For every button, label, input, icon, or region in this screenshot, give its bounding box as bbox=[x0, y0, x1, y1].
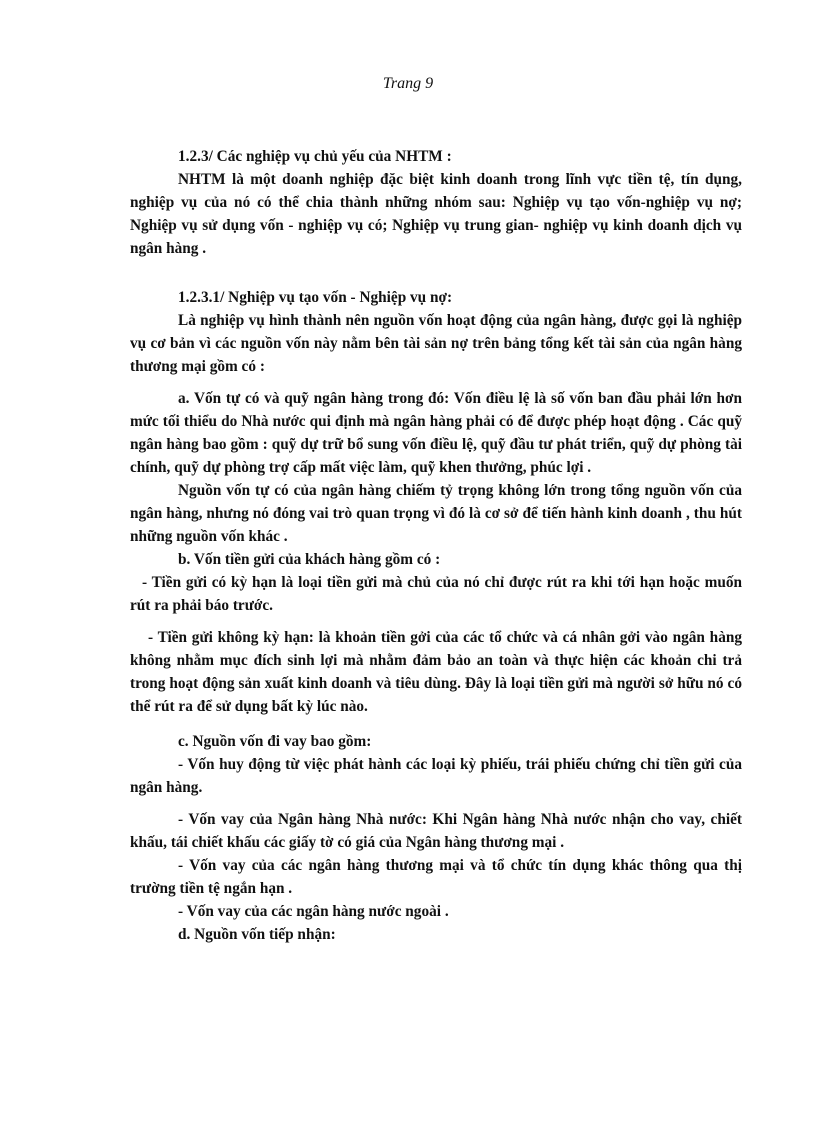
item-b-bullet-1: - Tiền gửi có kỳ hạn là loại tiền gửi mà chủ của nó chỉ được rút ra khi tới hạn hoặc muốn rút ra phải báo trước. bbox=[130, 574, 742, 614]
item-b-heading: b. Vốn tiền gửi của khách hàng gồm có : bbox=[178, 551, 441, 568]
item-d-heading: d. Nguồn vốn tiếp nhận: bbox=[178, 926, 336, 943]
page-body bbox=[130, 145, 742, 946]
item-c-bullet-3: - Vốn vay của các ngân hàng thương mại và tổ chức tín dụng khác thông qua thị trường tiền tệ ngắn hạn . bbox=[130, 857, 742, 897]
item-c-bullet-2: - Vốn vay của Ngân hàng Nhà nước: Khi Ngân hàng Nhà nước nhận cho vay, chiết khấu, tái chiết khấu các giấy tờ có giá của Ngân hàng thương mại . bbox=[130, 811, 742, 851]
item-a-paragraph-2: Nguồn vốn tự có của ngân hàng chiếm tỷ trọng không lớn trong tổng nguồn vốn của ngân hàng, nhưng nó đóng vai trò quan trọng vì đó là cơ sở để tiến hành kinh doanh , thu hút những nguồn vốn khác . bbox=[130, 482, 742, 545]
page-header: Trang 9 bbox=[382, 75, 434, 92]
item-a-paragraph: a. Vốn tự có và quỹ ngân hàng trong đó: Vốn điều lệ là số vốn ban đầu phải lớn hơn mức tối thiểu do Nhà nước qui định mà ngân hàng phải có để được phép hoạt động . Các quỹ ngân hàng bao gồm : quỹ dự trữ bổ sung vốn điều lệ, quỹ đầu tư phát triển, quỹ dự phòng tài chính, quỹ dự phòng trợ cấp mất việc làm, quỹ khen thưởng, phúc lợi . bbox=[130, 390, 742, 476]
item-c-bullet-1: - Vốn huy động từ việc phát hành các loại kỳ phiếu, trái phiếu chứng chỉ tiền gửi của ngân hàng. bbox=[130, 756, 742, 796]
item-b-bullet-2: - Tiền gửi không kỳ hạn: là khoản tiền gởi của các tổ chức và cá nhân gởi vào ngân hàng không nhằm mục đích sinh lợi mà nhằm đảm bảo an toàn và thực hiện các khoản chi trả trong hoạt động sản xuất kinh doanh và tiêu dùng. Đây là loại tiền gửi mà người sở hữu nó có thể rút ra để sử dụng bất kỳ lúc nào. bbox=[130, 629, 742, 715]
section-heading-1-2-3-1: 1.2.3.1/ Nghiệp vụ tạo vốn - Nghiệp vụ nợ: bbox=[178, 289, 453, 306]
section-paragraph: NHTM là một doanh nghiệp đặc biệt kinh doanh trong lĩnh vực tiền tệ, tín dụng, nghiệp vụ của nó có thể chia thành những nhóm sau: Nghiệp vụ tạo vốn-nghiệp vụ nợ; Nghiệp vụ sử dụng vốn - nghiệp vụ có; Nghiệp vụ trung gian- nghiệp vụ kinh doanh dịch vụ ngân hàng . bbox=[130, 171, 742, 257]
section-heading-1-2-3: 1.2.3/ Các nghiệp vụ chủ yếu của NHTM : bbox=[178, 148, 452, 165]
item-c-bullet-4: - Vốn vay của các ngân hàng nước ngoài . bbox=[178, 903, 449, 920]
item-c-heading: c. Nguồn vốn đi vay bao gồm: bbox=[178, 733, 372, 750]
section-paragraph: Là nghiệp vụ hình thành nên nguồn vốn hoạt động của ngân hàng, được gọi là nghiệp vụ cơ bản vì các nguồn vốn này nằm bên tài sản nợ trên bảng tổng kết tài sản của ngân hàng thương mại gồm có : bbox=[130, 312, 742, 375]
